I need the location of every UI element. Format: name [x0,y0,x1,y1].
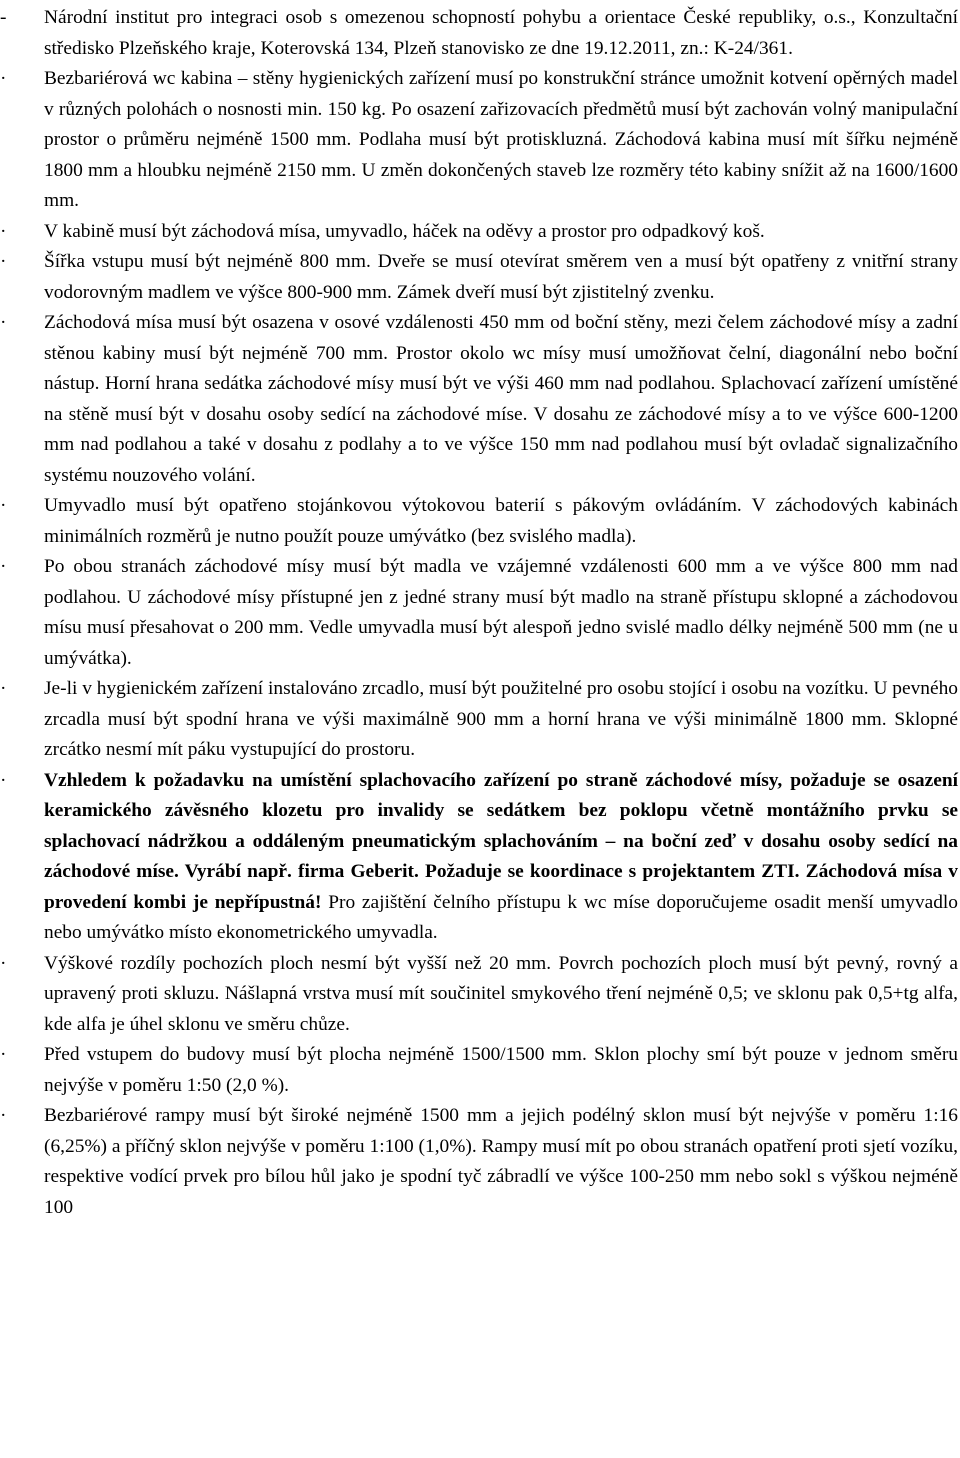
bullet-marker: · [0,952,7,974]
item-text: Šířka vstupu musí být nejméně 800 mm. Dveře se musí otevírat směrem ven a musí být opatřeny z vnitřní strany vodorovným madlem ve výšce 800-900 mm. Zámek dveří musí být zjistitelný zvenku. [44,251,958,303]
item-text: Výškové rozdíly pochozích ploch nesmí být vyšší než 20 mm. Povrch pochozích ploch musí být pevný, rovný a upravený proti skluzu. Nášlapná vrstva musí mít součinitel smykového tření nejméně 0,5; ve sklonu pak 0,5+tg alfa, kde alfa je úhel sklonu ve směru chůze. [44,952,958,1035]
list-item [0,674,958,766]
requirements-list [0,3,958,1223]
bullet-marker: · [0,1044,7,1065]
list-item [0,949,958,1041]
item-text: Národní institut pro integraci osob s omezenou schopností pohybu a orientace České republiky, o.s., Konzultační středisko Plzeňského kraje, Koterovská 134, Plzeň stanovisko ze dne 19.12.2011, zn.: K-24/361. [44,7,958,59]
item-text: Bezbariérové rampy musí být široké nejméně 1500 mm a jejich podélný sklon musí být nejvýše v poměru 1:16 (6,25%) a příčný sklon nejvýše v poměru 1:100 (1,0%). Rampy musí mít po obou stranách opatření proti sjetí vozíku, respektive vodící prvek pro bílou hůl jako je spodní tyč zábradlí ve výšce 100-250 mm nebo sokl s výškou nejméně 100 [44,1105,958,1218]
list-item [0,247,958,308]
list-item [0,217,958,248]
item-text: Je-li v hygienickém zařízení instalováno zrcadlo, musí být použitelné pro osobu stojící i osobu na vozítku. U pevného zrcadla musí být spodní hrana ve výši maximálně 900 mm a horní hrana ve výši minimálně 1800 mm. Sklopné zrcátko nesmí mít páku vystupující do prostoru. [44,678,958,760]
bullet-marker: · [0,1105,7,1126]
list-item [0,308,958,491]
bullet-marker: · [0,495,7,516]
bullet-marker: · [0,220,7,242]
list-item [0,64,958,217]
list-item [0,1101,958,1223]
item-text: Pro zajištění čelního přístupu k wc míse doporučujeme osadit menší umyvadlo nebo umývátko místo ekonometrického umyvadla. [44,891,959,943]
list-item [0,3,958,64]
item-text: V kabině musí být záchodová mísa, umyvadlo, háček na oděvy a prostor pro odpadkový koš. [44,220,765,242]
bullet-marker: · [0,678,7,699]
list-item [0,491,958,552]
item-text: Před vstupem do budovy musí být plocha nejméně 1500/1500 mm. Sklon plochy smí být pouze v jednom směru nejvýše v poměru 1:50 (2,0 %). [44,1044,958,1096]
bullet-marker: · [0,769,7,791]
item-bold-text: Vzhledem k požadavku na umístění splachovacího zařízení po straně záchodové mísy, požaduje se osazení keramického závěsného klozetu pro invalidy se sedátkem bez poklopu včetně montážního prvku se splachovací nádržkou a oddáleným pneumatickým splachováním – na boční zeď v dosahu osoby sedící na záchodové míse. Vyrábí např. firma Geberit. Požaduje se koordinace s projektantem ZTI. Záchodová mísa v provedení kombi je nepřípustná! [44,769,958,913]
item-text: Záchodová mísa musí být osazena v osové vzdálenosti 450 mm od boční stěny, mezi čelem záchodové mísy a zadní stěnou kabiny musí být nejméně 700 mm. Prostor okolo wc mísy musí umožňovat čelní, diagonální nebo boční nástup. Horní hrana sedátka záchodové mísy musí být ve výši 460 mm nad podlahou. Splachovací zařízení umístěné na stěně musí být v dosahu osoby sedící na záchodové míse. V dosahu ze záchodové mísy a to ve výšce 600-1200 mm nad podlahou a také v dosahu z podlahy a to ve výšce 150 mm nad podlahou musí být ovladač signalizačního systému nouzového volání. [44,312,958,486]
item-text: Po obou stranách záchodové mísy musí být madla ve vzájemné vzdálenosti 600 mm a ve výšce 800 mm nad podlahou. U záchodové mísy přístupné jen z jedné strany musí být madlo na straně přístupu sklopné a záchodovou mísu musí přesahovat o 200 mm. Vedle umyvadla musí být alespoň jedno svislé madlo délky nejméně 500 mm (ne u umývátka). [44,556,958,669]
bullet-marker: · [0,312,7,333]
list-item [0,552,958,674]
dash-marker: - [0,7,7,28]
list-item [0,766,958,949]
bullet-marker: · [0,251,7,272]
item-text: Bezbariérová wc kabina – stěny hygienických zařízení musí po konstrukční stránce umožnit kotvení opěrných madel v různých polohách o nosnosti min. 150 kg. Po osazení zařizovacích předmětů musí být zachován volný manipulační prostor o průměru nejméně 1500 mm. Podlaha musí být protiskluzná. Záchodová kabina musí mít šířku nejméně 1800 mm a hloubku nejméně 2150 mm. U změn dokončených staveb lze rozměry této kabiny snížit až na 1600/1600 mm. [44,68,958,211]
list-item [0,1040,958,1101]
bullet-marker: · [0,556,7,577]
bullet-marker: · [0,68,7,89]
item-text: Umyvadlo musí být opatřeno stojánkovou výtokovou baterií s pákovým ovládáním. V záchodových kabinách minimálních rozměrů je nutno použít pouze umývátko (bez svislého madla). [44,495,958,547]
